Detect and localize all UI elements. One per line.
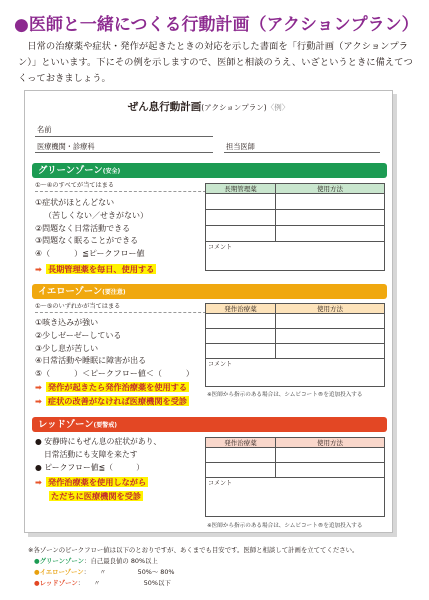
green-col-medicine: 長期管理薬 (206, 184, 276, 194)
yellow-use-cell[interactable] (276, 329, 385, 344)
red-med-cell[interactable] (206, 463, 276, 478)
yellow-col-medicine: 発作治療薬 (206, 304, 276, 314)
yellow-zone-tag: (要注意) (102, 289, 126, 296)
red-comment-box[interactable]: コメント (206, 478, 385, 517)
red-note: ※医師から指示のある場合は、シムビコート®を追加投入する (207, 523, 363, 529)
yellow-use-cell[interactable] (276, 344, 385, 359)
action-plan-form (24, 90, 393, 533)
yellow-med-cell[interactable] (206, 314, 276, 329)
red-action-1-text: 発作治療薬を使用しながら (47, 477, 147, 487)
red-use-cell[interactable] (276, 463, 385, 478)
red-col-usage: 使用方法 (276, 438, 385, 448)
red-medication-table (205, 437, 385, 517)
yellow-medication-table (205, 303, 385, 387)
yellow-note: ※医師から指示のある場合は、シムビコート®を追加投入する (207, 392, 363, 398)
green-use-cell[interactable] (276, 226, 385, 242)
green-item-2: ②問題なく日常活動できる (35, 223, 131, 233)
yellow-zone-header (32, 284, 387, 299)
yellow-criteria-caption: ①〜⑤のいずれかが当てはまる (35, 302, 211, 313)
red-use-cell[interactable] (276, 448, 385, 463)
plan-title (25, 99, 392, 114)
footnote-yellow-mark: ： 〃 (83, 568, 107, 576)
plan-title-main: ぜん息行動計画 (127, 101, 202, 113)
plan-title-paren: (アクションプラン) (201, 103, 267, 112)
arrow-right-icon: ➡ (35, 396, 42, 406)
footnote-green-name: ●グリーンゾーン (34, 557, 85, 565)
green-med-cell[interactable] (206, 210, 276, 226)
yellow-item-1: ①咳き込みが強い (35, 318, 99, 327)
clinic-field[interactable] (35, 152, 213, 153)
green-action (35, 263, 156, 277)
footnote-yellow-value: 50%〜 80% (137, 568, 175, 576)
green-zone-title: グリーンゾーン (38, 165, 103, 176)
green-use-cell[interactable] (276, 194, 385, 210)
yellow-action-1-text: 発作が起きたら発作治療薬を使用する (47, 382, 188, 392)
yellow-zone-title: イエローゾーン (38, 286, 103, 297)
yellow-item-4: ④日常活動や睡眠に障害が出る (35, 356, 147, 366)
intro-text: 日常の治療薬や症状・発作が起きたときの対応を示した書面を「行動計画（アクションプラン）」といいます。下にその例を示しますので、医師と相談のうえ、いざというときに備えてつくっておきましょう。 (18, 41, 413, 84)
green-col-usage: 使用方法 (276, 184, 385, 194)
green-use-cell[interactable] (276, 210, 385, 226)
green-med-cell[interactable] (206, 194, 276, 210)
doctor-field[interactable] (224, 152, 380, 153)
red-item-2: ● ピークフロー値≦（ ） (35, 462, 145, 472)
yellow-action-2-text: 症状の改善がなければ医療機関を受診 (47, 396, 188, 406)
red-item-1-detail: 日常活動にも支障を来たす (44, 449, 138, 459)
red-action-2-text: ただちに医療機関を受診 (51, 491, 142, 501)
yellow-med-cell[interactable] (206, 329, 276, 344)
arrow-right-icon: ➡ (35, 477, 42, 487)
footnote-green-value: ：自己最良値の 80%以上 (84, 557, 158, 565)
red-col-medicine: 発作治療薬 (206, 438, 276, 448)
footnote-red-name: ●レッドゾーン (34, 579, 78, 587)
red-zone-title: レッドゾーン (38, 419, 94, 430)
red-item-1: ● 安静時にもぜん息の症状があり、 (35, 437, 162, 446)
name-label: 名前 (37, 125, 52, 134)
yellow-item-5: ⑤（ ）＜ピークフロー値＜（ ） (35, 369, 194, 379)
doctor-label: 担当医師 (226, 142, 255, 151)
yellow-item-3: ③少し息が苦しい (35, 343, 99, 353)
green-symptom-list (35, 197, 148, 261)
green-criteria-caption: ①〜④のすべてが当てはまる (35, 181, 211, 192)
yellow-action-1 (35, 381, 189, 395)
green-item-1: ①症状がほとんどない (35, 198, 115, 207)
green-item-3: ③問題なく眠ることができる (35, 236, 139, 246)
yellow-action-2 (35, 395, 189, 409)
footnote-yellow-name: ●イエローゾーン (34, 568, 84, 576)
clinic-label: 医療機関・診療科 (37, 142, 95, 151)
footnote-red-value: 50%以下 (143, 579, 171, 587)
green-comment-box[interactable]: コメント (206, 242, 385, 271)
footnote-red-mark: ： 〃 (77, 579, 101, 587)
arrow-right-icon: ➡ (35, 264, 42, 274)
red-action-1 (35, 476, 148, 490)
green-zone-header (32, 163, 387, 178)
yellow-med-cell[interactable] (206, 344, 276, 359)
green-medication-table (205, 183, 385, 271)
yellow-comment-box[interactable]: コメント (206, 359, 385, 387)
green-med-cell[interactable] (206, 226, 276, 242)
red-symptom-list (35, 436, 161, 474)
red-zone-tag: (要警戒) (93, 422, 118, 429)
name-field[interactable] (35, 136, 213, 137)
footnote-text: ※各ゾーンのピークフロー値は以下のとおりですが、あくまでも目安です。医師と相談して計画を立ててください。 (28, 546, 359, 554)
yellow-use-cell[interactable] (276, 314, 385, 329)
red-action-2 (35, 490, 143, 504)
green-item-1-detail: （苦しくない／せきがない） (44, 210, 148, 220)
page-title: ●医師と一緒につくる行動計画（アクションプラン） (14, 15, 419, 35)
yellow-col-usage: 使用方法 (276, 304, 385, 314)
red-med-cell[interactable] (206, 448, 276, 463)
green-item-4: ④（ ）≦ピークフロー値 (35, 249, 145, 259)
green-action-text: 長期管理薬を毎日、使用する (47, 264, 155, 274)
yellow-symptom-list (35, 317, 194, 381)
green-zone-tag: (安全) (102, 168, 121, 175)
yellow-item-2: ②少しゼーゼーしている (35, 330, 122, 340)
arrow-right-icon: ➡ (35, 382, 42, 392)
peak-flow-footnote (28, 545, 358, 589)
plan-title-example: 〈例〉 (266, 103, 290, 112)
red-zone-header (32, 417, 387, 432)
